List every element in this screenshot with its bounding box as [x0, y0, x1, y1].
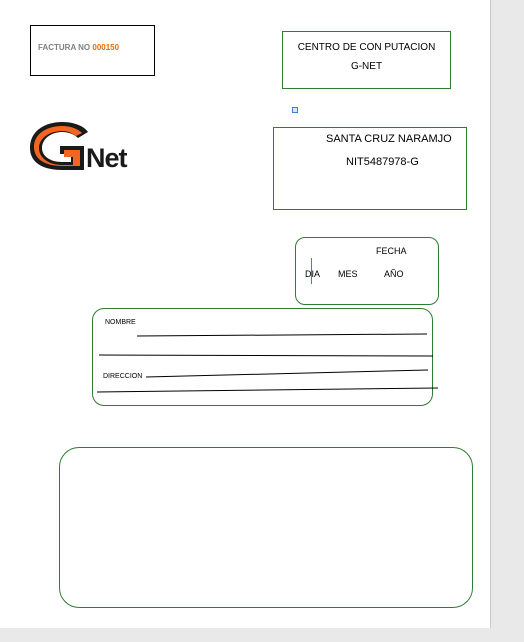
invoice-number-value: 000150 [92, 43, 120, 52]
date-month-label: MES [338, 269, 358, 279]
gnet-logo [24, 118, 156, 174]
customer-name-label: NOMBRE [105, 319, 136, 326]
invoice-number-label [38, 43, 119, 52]
date-box[interactable] [295, 237, 439, 305]
customer-box[interactable] [92, 308, 433, 406]
invoice-number-prefix: FACTURA NO [38, 43, 93, 52]
object-anchor-handle[interactable] [292, 107, 298, 113]
date-title: FECHA [376, 246, 407, 256]
page-edge [490, 0, 491, 628]
logo-text: Net [86, 143, 127, 173]
document-canvas-margin [491, 0, 524, 642]
invoice-number-box[interactable] [30, 25, 155, 76]
company-nit: NIT5487978-G [346, 156, 419, 168]
customer-address-label: DIRECCION [103, 373, 143, 380]
company-name: SANTA CRUZ NARAMJO [326, 133, 452, 145]
details-box[interactable] [59, 447, 473, 608]
company-info-box[interactable] [273, 127, 467, 210]
date-year-label: AÑO [384, 269, 404, 279]
center-name-line1: CENTRO DE CON PUTACION [297, 42, 436, 53]
document-canvas-margin-bottom [0, 628, 524, 642]
center-name-box[interactable] [282, 31, 451, 89]
center-name-line2: G-NET [350, 61, 383, 72]
date-day-label: DIA [305, 269, 321, 279]
